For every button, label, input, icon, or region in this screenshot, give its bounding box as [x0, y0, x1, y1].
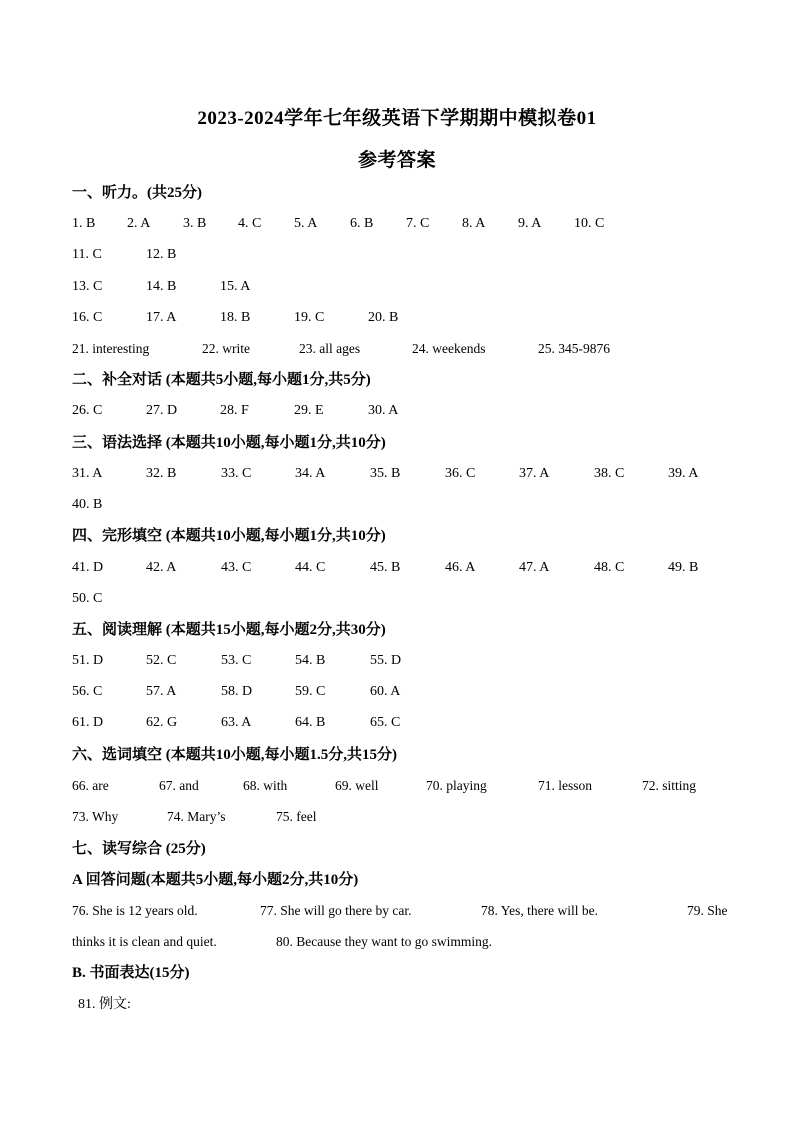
- section-heading-grammar: 三、语法选择 (本题共10小题,每小题1分,共10分): [72, 435, 386, 451]
- answer: 52. C: [146, 653, 177, 668]
- answer: 57. A: [146, 684, 177, 699]
- answer-row: [72, 806, 722, 828]
- answer: 65. C: [370, 715, 401, 730]
- answer-row: [72, 931, 722, 953]
- answer: 41. D: [72, 560, 104, 575]
- answer-row: [72, 712, 722, 734]
- answer: 73. Why: [72, 809, 119, 824]
- answer: 17. A: [146, 310, 177, 325]
- answer-row: [72, 494, 722, 516]
- answer: 48. C: [594, 560, 625, 575]
- answer: 36. C: [445, 466, 476, 481]
- answer-row: [72, 775, 722, 797]
- answer: 68. with: [243, 778, 288, 793]
- answer-row: [72, 557, 722, 579]
- answer: 19. C: [294, 310, 325, 325]
- answer: 23. all ages: [299, 341, 361, 356]
- answer: 49. B: [668, 560, 699, 575]
- answer: 21. interesting: [72, 341, 150, 356]
- answer: 9. A: [518, 216, 542, 231]
- answer: 71. lesson: [538, 778, 592, 793]
- answer: 8. A: [462, 216, 486, 231]
- answer: 7. C: [406, 216, 430, 231]
- section-heading-dialogue: 二、补全对话 (本题共5小题,每小题1分,共5分): [72, 372, 371, 388]
- answer: 1. B: [72, 216, 96, 231]
- subsection-a-heading: A 回答问题(本题共5小题,每小题2分,共10分): [72, 872, 359, 888]
- answer: 16. C: [72, 310, 103, 325]
- answer: 74. Mary’s: [167, 809, 226, 824]
- answer-row: [72, 307, 722, 329]
- answer: 15. A: [220, 279, 251, 294]
- answer: 62. G: [146, 715, 178, 730]
- answer-row: [72, 681, 722, 703]
- answer: 30. A: [368, 403, 399, 418]
- answer: 25. 345-9876: [538, 341, 610, 356]
- answer: 61. D: [72, 715, 104, 730]
- answer: 59. C: [295, 684, 326, 699]
- section-heading-word-fill: 六、选词填空 (本题共10小题,每小题1.5分,共15分): [72, 747, 397, 763]
- example-essay-label: 81. 例文:: [78, 997, 131, 1012]
- answer: 32. B: [146, 466, 177, 481]
- answer: 46. A: [445, 560, 476, 575]
- answer-row: [72, 244, 722, 266]
- section-heading-cloze: 四、完形填空 (本题共10小题,每小题1分,共10分): [72, 528, 386, 544]
- answer: 6. B: [350, 216, 374, 231]
- answer: 29. E: [294, 403, 324, 418]
- answer: 54. B: [295, 653, 326, 668]
- answer: 38. C: [594, 466, 625, 481]
- answer-row: [72, 400, 722, 422]
- answer-row: [72, 463, 722, 485]
- answer: 69. well: [335, 778, 379, 793]
- answer: 76. She is 12 years old.: [72, 903, 198, 918]
- answer: 50. C: [72, 591, 103, 606]
- answer: 12. B: [146, 247, 177, 262]
- answer: 10. C: [574, 216, 605, 231]
- answer: 63. A: [221, 715, 252, 730]
- answer: 14. B: [146, 279, 177, 294]
- answer: 31. A: [72, 466, 103, 481]
- answer-row: [72, 650, 722, 672]
- answer: 42. A: [146, 560, 177, 575]
- answer-row: [72, 276, 722, 298]
- answer: 66. are: [72, 778, 109, 793]
- answer: 18. B: [220, 310, 251, 325]
- answer: 26. C: [72, 403, 103, 418]
- answer: 3. B: [183, 216, 207, 231]
- page-title: 2023-2024学年七年级英语下学期期中模拟卷01: [197, 108, 597, 129]
- answer-row: [72, 338, 722, 360]
- answer: 64. B: [295, 715, 326, 730]
- answer: 56. C: [72, 684, 103, 699]
- answer: 80. Because they want to go swimming.: [276, 934, 492, 949]
- answer: 37. A: [519, 466, 550, 481]
- subsection-b-heading: B. 书面表达(15分): [72, 965, 190, 981]
- answer: 77. She will go there by car.: [260, 903, 412, 918]
- answer: 44. C: [295, 560, 326, 575]
- section-heading-reading: 五、阅读理解 (本题共15小题,每小题2分,共30分): [72, 622, 386, 638]
- page-subtitle: 参考答案: [357, 150, 436, 171]
- answer: 67. and: [159, 778, 199, 793]
- answer-row: [72, 900, 728, 922]
- answer: 2. A: [127, 216, 151, 231]
- answer: 55. D: [370, 653, 402, 668]
- answer: 60. A: [370, 684, 401, 699]
- answer: 75. feel: [276, 809, 317, 824]
- answer: thinks it is clean and quiet.: [72, 934, 217, 949]
- answer: 24. weekends: [412, 341, 486, 356]
- answer: 11. C: [72, 247, 102, 262]
- answer: 78. Yes, there will be.: [481, 903, 598, 918]
- answer: 27. D: [146, 403, 178, 418]
- answer: 70. playing: [426, 778, 487, 793]
- answer: 45. B: [370, 560, 401, 575]
- answer-row: [72, 213, 722, 235]
- answer: 13. C: [72, 279, 103, 294]
- answer: 34. A: [295, 466, 326, 481]
- answer: 5. A: [294, 216, 318, 231]
- answer: 20. B: [368, 310, 399, 325]
- answer: 35. B: [370, 466, 401, 481]
- answer: 58. D: [221, 684, 253, 699]
- answer: 28. F: [220, 403, 249, 418]
- answer: 53. C: [221, 653, 252, 668]
- answer: 72. sitting: [642, 778, 697, 793]
- section-heading-listening: 一、听力。(共25分): [72, 185, 202, 201]
- answer: 4. C: [238, 216, 262, 231]
- answer: 79. She: [687, 903, 728, 918]
- answer: 51. D: [72, 653, 104, 668]
- answer-row: [72, 588, 722, 610]
- answer: 39. A: [668, 466, 699, 481]
- section-heading-read-write: 七、读写综合 (25分): [72, 841, 206, 857]
- answer: 33. C: [221, 466, 252, 481]
- answer: 22. write: [202, 341, 250, 356]
- answer: 43. C: [221, 560, 252, 575]
- answer: 40. B: [72, 497, 103, 512]
- answer: 47. A: [519, 560, 550, 575]
